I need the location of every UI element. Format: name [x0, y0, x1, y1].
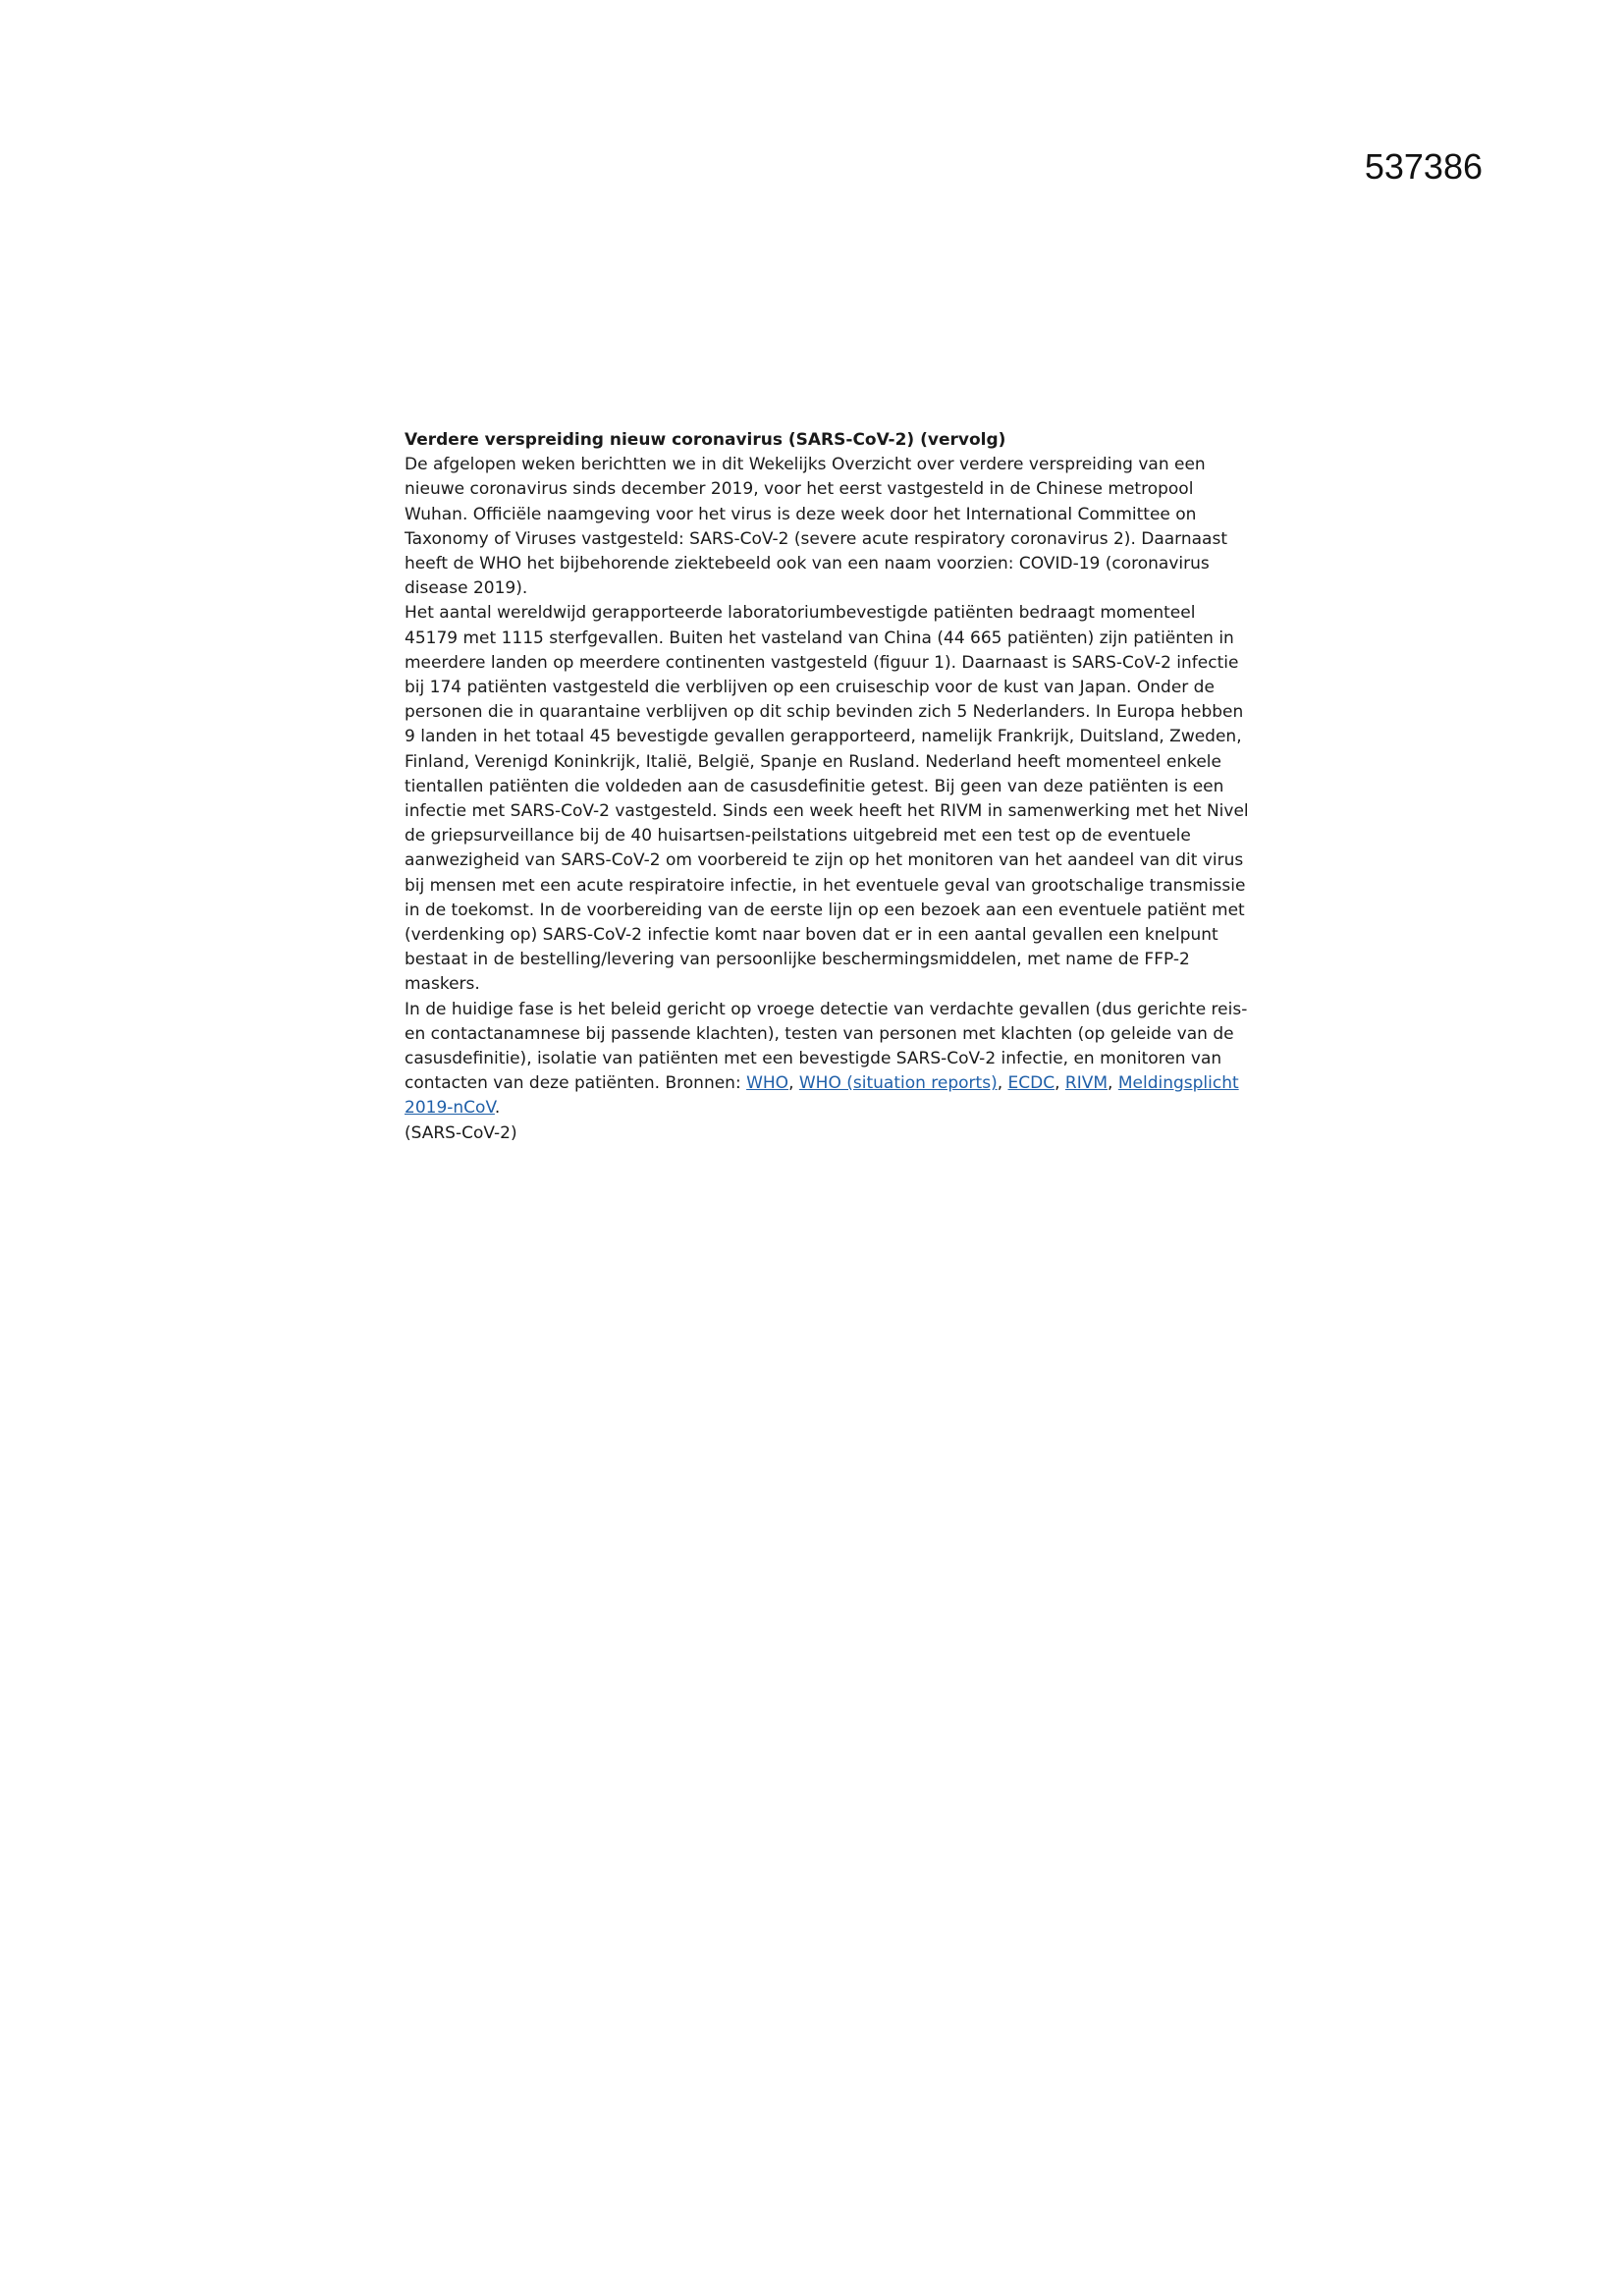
link-separator: , — [1055, 1073, 1065, 1094]
link-who-situation-reports[interactable]: WHO (situation reports) — [798, 1073, 998, 1094]
body-line: maskers. — [405, 974, 480, 995]
body-line: Taxonomy of Viruses vastgesteld: SARS-CoV-2 (severe acute respiratory coronavirus 2). Daarnaast — [405, 528, 1227, 549]
link-separator: , — [997, 1073, 1008, 1094]
footer-tag: (SARS-CoV-2) — [405, 1122, 517, 1143]
sources-line-continued — [405, 1096, 1239, 1121]
body-line: meerdere landen op meerdere continenten vastgesteld (figuur 1). Daarnaast is SARS-CoV-2 infectie — [405, 652, 1239, 673]
body-line: en contactanamnese bij passende klachten), testen van personen met klachten (op geleide van de — [405, 1023, 1234, 1044]
article-heading: Verdere verspreiding nieuw coronavirus (SARS-CoV-2) (vervolg) — [405, 430, 1006, 450]
body-line: personen die in quarantaine verblijven op dit schip bevinden zich 5 Nederlanders. In Europa hebben — [405, 702, 1244, 723]
link-rivm[interactable]: RIVM — [1064, 1073, 1109, 1094]
body-line: de griepsurveillance bij de 40 huisartsen-peilstations uitgebreid met een test op de eventuele — [405, 826, 1191, 847]
body-line: bij 174 patiënten vastgesteld die verblijven op een cruiseschip voor de kust van Japan. Onder de — [405, 678, 1215, 698]
body-line: 45179 met 1115 sterfgevallen. Buiten het vasteland van China (44 665 patiënten) zijn patiënten in — [405, 628, 1234, 648]
body-line: (verdenking op) SARS-CoV-2 infectie komt naar boven dat er in een aantal gevallen een knelpunt — [405, 925, 1218, 946]
body-line: tientallen patiënten die voldeden aan de casusdefinitie getest. Bij geen van deze patiënten is een — [405, 776, 1224, 796]
link-separator: , — [1108, 1073, 1118, 1094]
body-line: casusdefinitie), isolatie van patiënten met een bevestigde SARS-CoV-2 infectie, en monitoren van — [405, 1049, 1222, 1069]
body-line: De afgelopen weken berichtten we in dit Wekelijks Overzicht over verdere verspreiding van een — [405, 455, 1206, 475]
link-meldingsplicht[interactable]: Meldingsplicht — [1117, 1073, 1239, 1094]
link-who[interactable]: WHO — [746, 1073, 789, 1094]
body-line: disease 2019). — [405, 578, 528, 599]
sources-prefix: contacten van deze patiënten. Bronnen: — [405, 1073, 747, 1094]
sources-line — [405, 1071, 1239, 1096]
body-line: in de toekomst. In de voorbereiding van de eerste lijn op een bezoek aan een eventuele patiënt met — [405, 900, 1245, 920]
document-number: 537386 — [1364, 146, 1483, 187]
body-line: infectie met SARS-CoV-2 vastgesteld. Sinds een week heeft het RIVM in samenwerking met het Nivel — [405, 801, 1249, 822]
body-line: bij mensen met een acute respiratoire infectie, in het eventuele geval van grootschalige transmissie — [405, 875, 1246, 896]
body-line: In de huidige fase is het beleid gericht op vroege detectie van verdachte gevallen (dus gerichte reis- — [405, 999, 1248, 1019]
link-meldingsplicht-continued[interactable]: 2019-nCoV — [405, 1098, 495, 1119]
body-line: bestaat in de bestelling/levering van persoonlijke beschermingsmiddelen, met name de FFP-2 — [405, 950, 1190, 970]
link-separator: , — [788, 1073, 799, 1094]
body-line: aanwezigheid van SARS-CoV-2 om voorbereid te zijn op het monitoren van het aandeel van dit virus — [405, 850, 1244, 871]
body-line: 9 landen in het totaal 45 bevestigde gevallen gerapporteerd, namelijk Frankrijk, Duitsland, Zweden, — [405, 727, 1242, 747]
body-line: Het aantal wereldwijd gerapporteerde laboratoriumbevestigde patiënten bedraagt momenteel — [405, 603, 1196, 624]
sources-end: . — [494, 1098, 501, 1119]
body-line: nieuwe coronavirus sinds december 2019, voor het eerst vastgesteld in de Chinese metropool — [405, 479, 1194, 500]
link-ecdc[interactable]: ECDC — [1007, 1073, 1055, 1094]
body-line: Wuhan. Officiële naamgeving voor het virus is deze week door het International Committee on — [405, 504, 1197, 524]
body-line: heeft de WHO het bijbehorende ziektebeeld ook van een naam voorzien: COVID-19 (coronavirus — [405, 554, 1210, 574]
article — [405, 428, 1249, 1146]
body-line: Finland, Verenigd Koninkrijk, Italië, België, Spanje en Rusland. Nederland heeft momenteel enkele — [405, 751, 1221, 772]
